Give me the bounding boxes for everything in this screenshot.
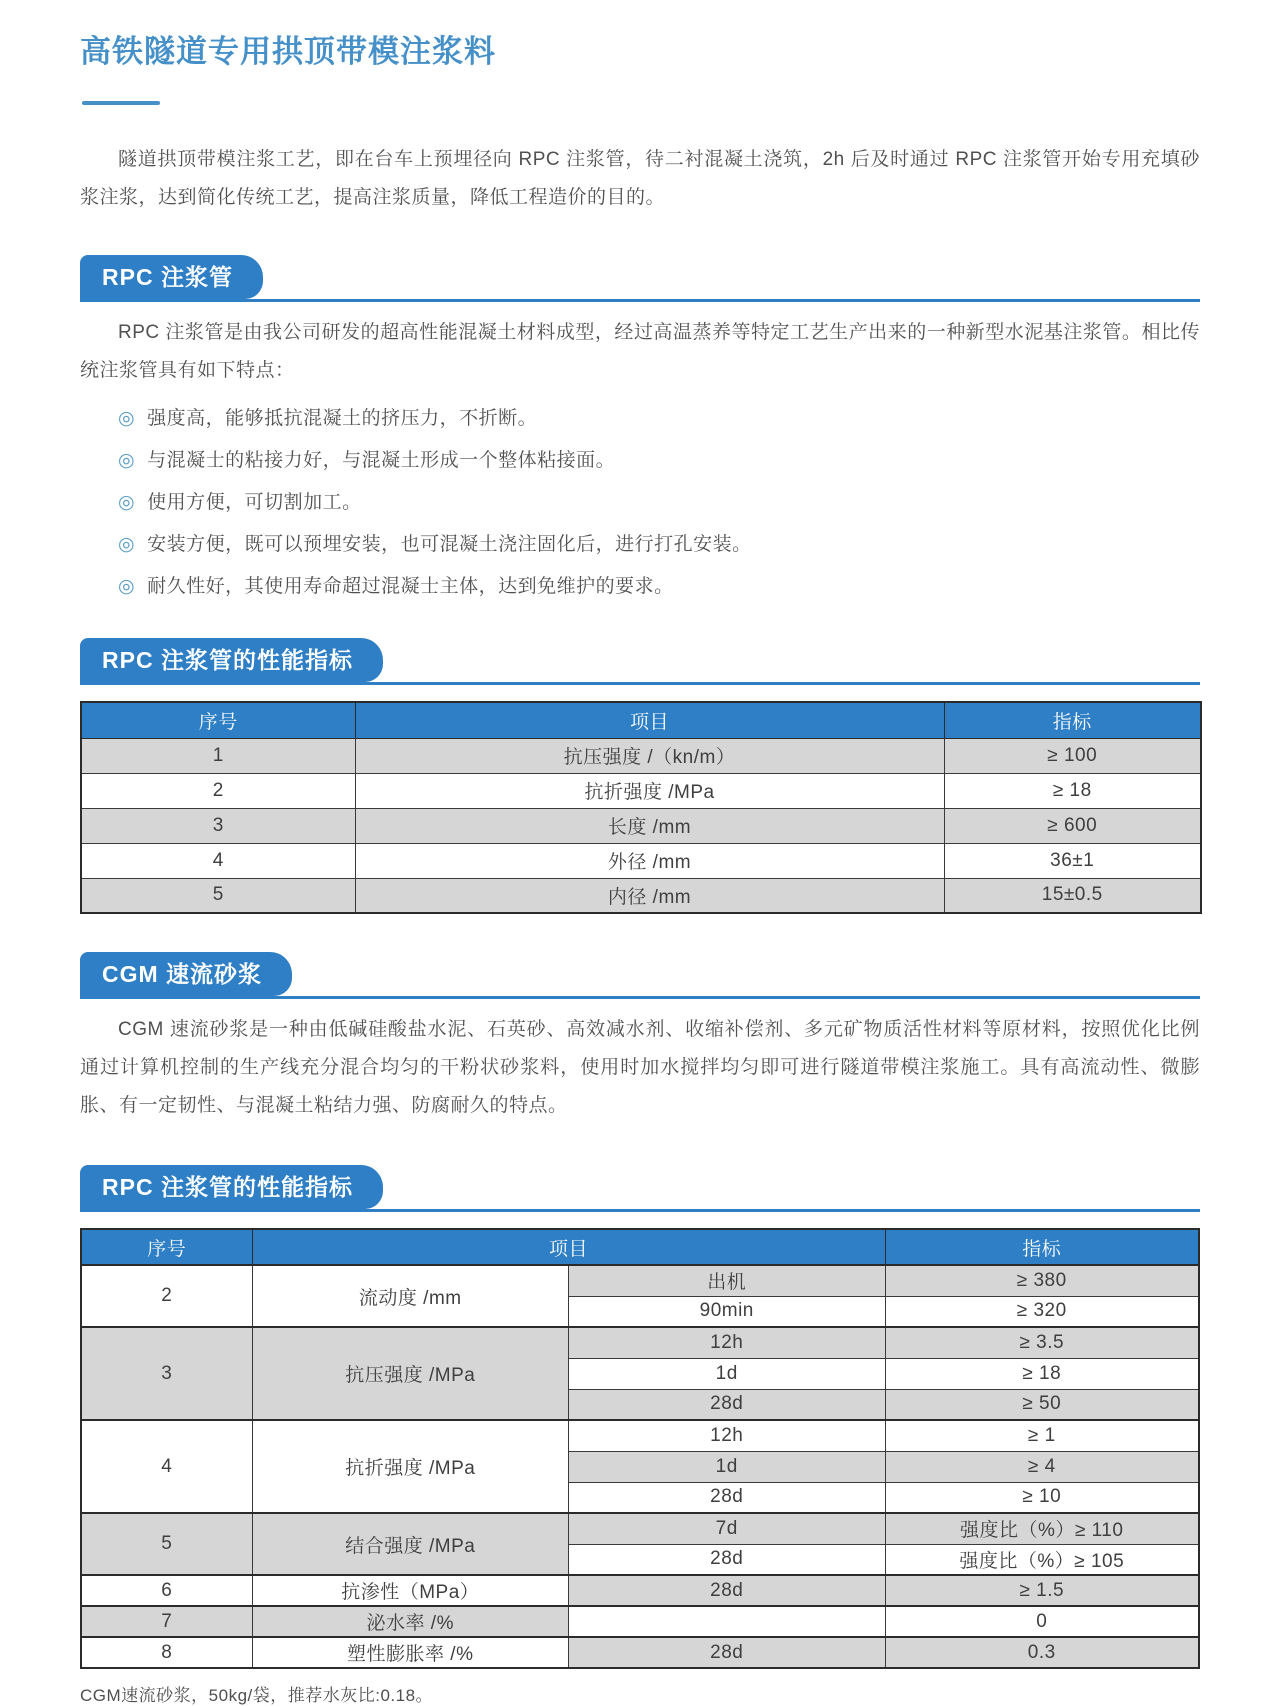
table-cell-item: 泌水率 /% bbox=[252, 1606, 569, 1637]
table-cell: 1 bbox=[81, 738, 355, 773]
table-cell-sub: 28d bbox=[569, 1482, 886, 1513]
table-cell-item: 抗压强度 /MPa bbox=[252, 1327, 569, 1420]
table-row bbox=[81, 1420, 1199, 1451]
table-cell-seq: 7 bbox=[81, 1606, 252, 1637]
table-cell-item: 抗折强度 /MPa bbox=[252, 1420, 569, 1513]
list-item bbox=[118, 482, 1200, 524]
table-cell-value: 强度比（%）≥ 110 bbox=[885, 1513, 1199, 1544]
table-row bbox=[81, 738, 1201, 773]
table-cell-sub: 12h bbox=[569, 1327, 886, 1358]
bullet-text: 耐久性好，其使用寿命超过混凝士主体，达到免维护的要求。 bbox=[147, 576, 674, 597]
table-cell: 抗折强度 /MPa bbox=[355, 773, 944, 808]
table-cell-value: ≥ 18 bbox=[885, 1358, 1199, 1389]
footnote: CGM速流砂浆，50kg/袋，推荐水灰比:0.18。 bbox=[80, 1686, 434, 1705]
table-cell-sub: 28d bbox=[569, 1637, 886, 1668]
bullseye-bullet-icon: ◎ bbox=[118, 576, 136, 597]
list-item bbox=[118, 524, 1200, 566]
bullet-text: 与混凝士的粘接力好，与混凝土形成一个整体粘接面。 bbox=[147, 450, 616, 471]
table-cell-sub: 7d bbox=[569, 1513, 886, 1544]
table-cell-sub: 1d bbox=[569, 1451, 886, 1482]
table-cell-value: 0 bbox=[885, 1606, 1199, 1637]
bullet-text: 强度高，能够抵抗混凝土的挤压力，不折断。 bbox=[147, 408, 538, 429]
table-row bbox=[81, 1327, 1199, 1358]
table-cell-value: ≥ 3.5 bbox=[885, 1327, 1199, 1358]
table-cell: 15±0.5 bbox=[944, 878, 1201, 913]
table-cell-seq: 8 bbox=[81, 1637, 252, 1668]
section-badge-cgm: CGM 速流砂浆 bbox=[80, 952, 292, 996]
bullseye-bullet-icon: ◎ bbox=[118, 492, 136, 513]
column-header-seq: 序号 bbox=[81, 702, 355, 738]
table-cell: 3 bbox=[81, 808, 355, 843]
table-cell-seq: 3 bbox=[81, 1327, 252, 1420]
table-cell: 抗压强度 /（kn/m） bbox=[355, 738, 944, 773]
table-cell-seq: 2 bbox=[81, 1265, 252, 1327]
table-cell: ≥ 100 bbox=[944, 738, 1201, 773]
table-cell-value: ≥ 380 bbox=[885, 1265, 1199, 1296]
section-badge-rpc: RPC 注浆管 bbox=[80, 255, 263, 299]
rpc-feature-list bbox=[80, 398, 1200, 608]
table-cell-sub: 28d bbox=[569, 1389, 886, 1420]
table-cell-seq: 4 bbox=[81, 1420, 252, 1513]
bullseye-bullet-icon: ◎ bbox=[118, 450, 136, 471]
table-row bbox=[81, 1575, 1199, 1606]
rpc-performance-table bbox=[80, 701, 1202, 914]
table-cell-value: 0.3 bbox=[885, 1637, 1199, 1668]
intro-paragraph: 隧道拱顶带模注浆工艺，即在台车上预埋径向 RPC 注浆管，待二衬混凝土浇筑，2h 后及时通过 RPC 注浆管开始专用充填砂浆注浆，达到简化传统工艺，提高注浆质量，降低工程造价的目的。 bbox=[80, 149, 1200, 208]
table-cell: 4 bbox=[81, 843, 355, 878]
table-cell-sub: 出机 bbox=[569, 1265, 886, 1296]
table-cell-item: 抗渗性（MPa） bbox=[252, 1575, 569, 1606]
table-row bbox=[81, 773, 1201, 808]
table-cell-seq: 5 bbox=[81, 1513, 252, 1575]
list-item bbox=[118, 566, 1200, 608]
table-row bbox=[81, 878, 1201, 913]
table-cell-seq: 6 bbox=[81, 1575, 252, 1606]
table-cell-value: ≥ 320 bbox=[885, 1296, 1199, 1327]
table-cell: 36±1 bbox=[944, 843, 1201, 878]
table-cell-item: 塑性膨胀率 /% bbox=[252, 1637, 569, 1668]
table-row bbox=[81, 1606, 1199, 1637]
table-cell: 外径 /mm bbox=[355, 843, 944, 878]
table-cell-sub: 28d bbox=[569, 1575, 886, 1606]
table-cell: ≥ 18 bbox=[944, 773, 1201, 808]
table-cell-sub: 1d bbox=[569, 1358, 886, 1389]
table-row bbox=[81, 808, 1201, 843]
table-cell-item: 流动度 /mm bbox=[252, 1265, 569, 1327]
column-header-item: 项目 bbox=[355, 702, 944, 738]
title-underline bbox=[82, 101, 160, 105]
table-cell: 内径 /mm bbox=[355, 878, 944, 913]
list-item bbox=[118, 440, 1200, 482]
bullseye-bullet-icon: ◎ bbox=[118, 534, 136, 555]
table-cell-value: ≥ 1.5 bbox=[885, 1575, 1199, 1606]
table-cell: 5 bbox=[81, 878, 355, 913]
table-cell-value: ≥ 10 bbox=[885, 1482, 1199, 1513]
table-cell-sub: 90min bbox=[569, 1296, 886, 1327]
section-badge-cgm-table: RPC 注浆管的性能指标 bbox=[80, 1165, 383, 1209]
list-item bbox=[118, 398, 1200, 440]
table-header-row bbox=[81, 1229, 1199, 1265]
cgm-description: CGM 速流砂浆是一种由低碱硅酸盐水泥、石英砂、高效减水剂、收缩补偿剂、多元矿物质活性材料等原材料，按照优化比例通过计算机控制的生产线充分混合均匀的干粉状砂浆料，使用时加水搅拌均匀即可进行隧道带模注浆施工。具有高流动性、微膨胀、有一定韧性、与混凝土粘结力强、防腐耐久的特点。 bbox=[80, 1019, 1200, 1116]
column-header-seq: 序号 bbox=[81, 1229, 252, 1265]
table-cell: 长度 /mm bbox=[355, 808, 944, 843]
table-row bbox=[81, 1265, 1199, 1296]
table-cell-item: 结合强度 /MPa bbox=[252, 1513, 569, 1575]
cgm-performance-table bbox=[80, 1228, 1200, 1669]
table-cell-sub bbox=[569, 1606, 886, 1637]
table-row bbox=[81, 1637, 1199, 1668]
section-badge-rpc-table: RPC 注浆管的性能指标 bbox=[80, 638, 383, 682]
rpc-description: RPC 注浆管是由我公司研发的超高性能混凝土材料成型，经过高温蒸养等特定工艺生产出来的一种新型水泥基注浆管。相比传统注浆管具有如下特点： bbox=[80, 322, 1200, 381]
column-header-value: 指标 bbox=[885, 1229, 1199, 1265]
section-cgm-header bbox=[80, 952, 1200, 999]
table-cell-value: ≥ 50 bbox=[885, 1389, 1199, 1420]
table-cell: ≥ 600 bbox=[944, 808, 1201, 843]
bullet-text: 使用方便，可切割加工。 bbox=[147, 492, 362, 513]
column-header-value: 指标 bbox=[944, 702, 1201, 738]
section-cgm-table-header bbox=[80, 1165, 1200, 1212]
table-row bbox=[81, 1513, 1199, 1544]
section-rpc-header bbox=[80, 255, 1200, 302]
table-cell-value: ≥ 4 bbox=[885, 1451, 1199, 1482]
column-header-item: 项目 bbox=[252, 1229, 885, 1265]
bullet-text: 安装方便，既可以预埋安装，也可混凝土浇注固化后，进行打孔安装。 bbox=[147, 534, 752, 555]
section-rpc-table-header bbox=[80, 638, 1200, 685]
table-cell-value: 强度比（%）≥ 105 bbox=[885, 1544, 1199, 1575]
table-row bbox=[81, 843, 1201, 878]
table-cell-value: ≥ 1 bbox=[885, 1420, 1199, 1451]
table-cell-sub: 12h bbox=[569, 1420, 886, 1451]
table-cell-sub: 28d bbox=[569, 1544, 886, 1575]
page-title: 高铁隧道专用拱顶带模注浆料 bbox=[80, 34, 496, 69]
table-header-row bbox=[81, 702, 1201, 738]
table-cell: 2 bbox=[81, 773, 355, 808]
bullseye-bullet-icon: ◎ bbox=[118, 408, 136, 429]
